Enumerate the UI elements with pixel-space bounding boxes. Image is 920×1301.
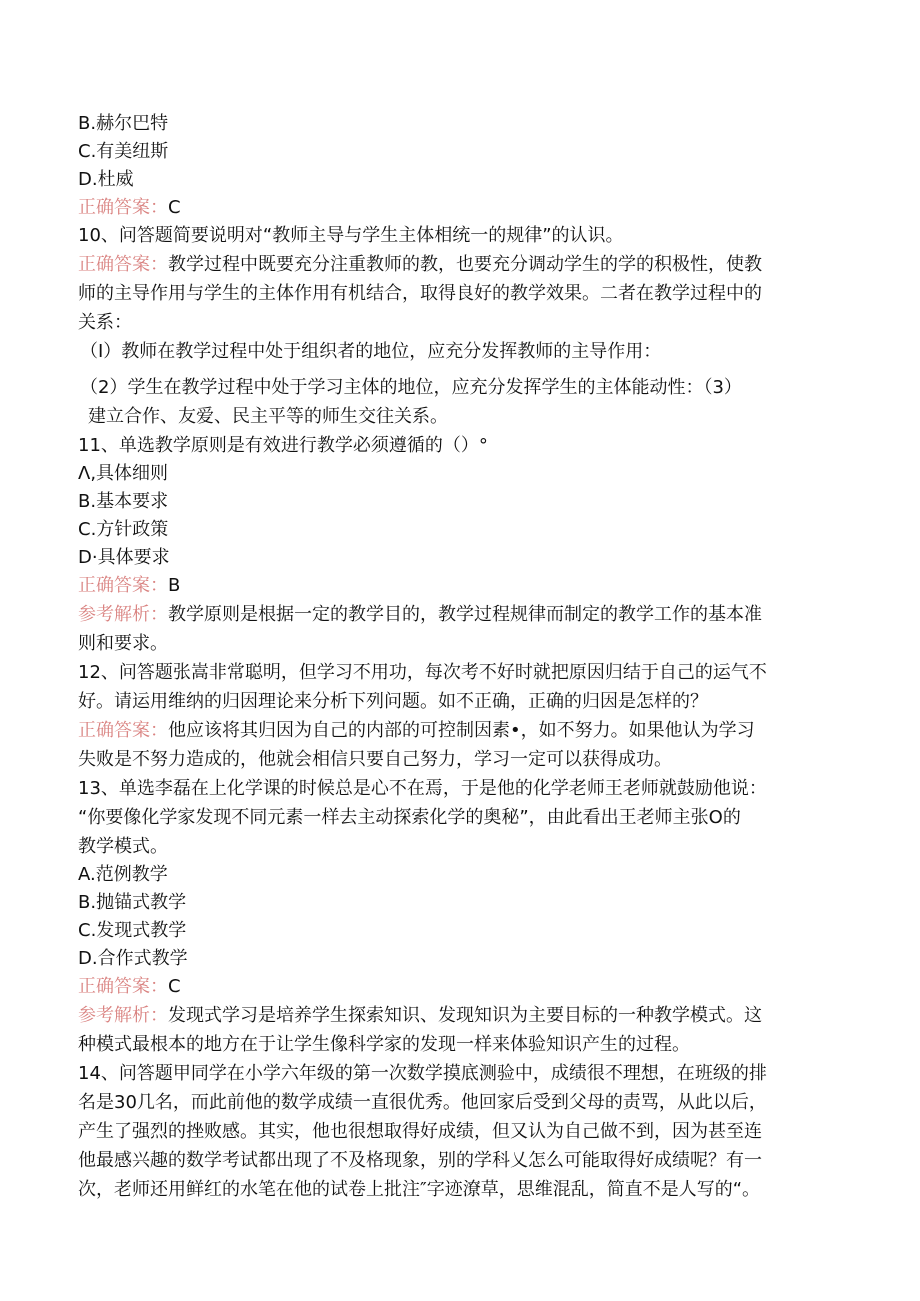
answer-label: 正确答案： bbox=[78, 575, 168, 596]
q10-question: 10、问答题简要说明对“教师主导与学生主体相统一的规律”的认识。 bbox=[78, 225, 624, 246]
analysis-label: 参考解析： bbox=[78, 604, 168, 625]
q13-answer bbox=[78, 973, 181, 1001]
q13-analysis-line1: 参考解析：发现式学习是培养学生探索知识、发现知识为主要目标的一种教学模式。这 bbox=[78, 1005, 762, 1026]
q14-question-line1: 14、问答题甲同学在小学六年级的第一次数学摸底测验中，成绩很不理想，在班级的排 bbox=[78, 1063, 767, 1084]
q14-question-line2: 名是30几名，而此前他的数学成绩一直很优秀。他回家后受到父母的责骂，从此以后， bbox=[78, 1092, 767, 1113]
q13-option-c: C.发现式教学 bbox=[78, 920, 187, 941]
q11-answer bbox=[78, 572, 180, 600]
q13-question-line3: 教学模式。 bbox=[78, 836, 168, 857]
q11-question: 11、单选教学原则是有效进行教学必须遵循的（）° bbox=[78, 435, 488, 456]
q13-option-b: B.抛锚式教学 bbox=[78, 892, 187, 913]
q12-answer-line2: 失败是不努力造成的，他就会相信只要自己努力，学习一定可以获得成功。 bbox=[78, 749, 672, 770]
q9-option-d: D.杜威 bbox=[78, 169, 134, 190]
q11-analysis-line2: 则和要求。 bbox=[78, 633, 168, 654]
q11-option-d: D·具体要求 bbox=[78, 547, 170, 568]
q14-question-line3: 产生了强烈的挫败感。其实，他也很想取得好成绩，但又认为自己做不到，因为甚至连 bbox=[78, 1121, 762, 1142]
q9-option-c: C.有美纽斯 bbox=[78, 141, 169, 162]
q13-question-line1: 13、单选李磊在上化学课的时候总是心不在焉，于是他的化学老师王老师就鼓励他说： bbox=[78, 778, 767, 799]
answer-value: C bbox=[168, 976, 181, 997]
answer-label: 正确答案： bbox=[78, 976, 168, 997]
q13-question-line2: “你要像化学家发现不同元素一样去主动探索化学的奥秘”，由此看出王老师主张O的 bbox=[78, 807, 741, 828]
q10-answer-line2: 师的主导作用与学生的主体作用有机结合，取得良好的教学效果。二者在教学过程中的 bbox=[78, 283, 762, 304]
analysis-label: 参考解析： bbox=[78, 1005, 168, 1026]
answer-label: 正确答案： bbox=[78, 720, 168, 741]
q11-option-a: Λ,具体细则 bbox=[78, 463, 169, 484]
q12-question-line2: 好。请运用维纳的归因理论来分析下列问题。如不正确，正确的归因是怎样的？ bbox=[78, 691, 708, 712]
q10-answer-line5: （2）学生在教学过程中处于学习主体的地位，应充分发挥学生的主体能动性：（3） bbox=[80, 377, 742, 398]
answer-label: 正确答案： bbox=[78, 197, 168, 218]
answer-label: 正确答案： bbox=[78, 254, 168, 275]
answer-value: C bbox=[168, 197, 181, 218]
q9-answer bbox=[78, 194, 181, 222]
q10-answer-line1: 正确答案：教学过程中既要充分注重教师的教，也要充分调动学生的学的积极性，使教 bbox=[78, 254, 762, 275]
q10-answer-line4: （I）教师在教学过程中处于组织者的地位，应充分发挥教师的主导作用： bbox=[80, 341, 662, 362]
q13-analysis-line2: 种模式最根本的地方在于让学生像科学家的发现一样来体验知识产生的过程。 bbox=[78, 1034, 690, 1055]
q11-analysis-line1: 参考解析：教学原则是根据一定的教学目的，教学过程规律而制定的教学工作的基本准 bbox=[78, 604, 762, 625]
q13-option-d: D.合作式教学 bbox=[78, 948, 188, 969]
q13-option-a: A.范例教学 bbox=[78, 864, 168, 885]
q12-answer-line1: 正确答案：他应该将其归因为自己的内部的可控制因素•，如不努力。如果他认为学习 bbox=[78, 720, 755, 741]
q10-answer-line3: 关系： bbox=[78, 312, 132, 333]
q10-answer-line6: 建立合作、友爱、民主平等的师生交往关系。 bbox=[88, 406, 448, 427]
q14-question-line5: 次，老师还用鲜红的水笔在他的试卷上批注″字迹潦草，思维混乱，简直不是人写的“。 bbox=[78, 1179, 761, 1200]
q11-option-b: B.基本要求 bbox=[78, 491, 169, 512]
q11-option-c: C.方针政策 bbox=[78, 519, 169, 540]
q14-question-line4: 他最感兴趣的数学考试都出现了不及格现象，别的学科乂怎么可能取得好成绩呢？有一 bbox=[78, 1150, 762, 1171]
q12-question-line1: 12、问答题张嵩非常聪明，但学习不用功，每次考不好时就把原因归结于自己的运气不 bbox=[78, 662, 767, 683]
answer-value: B bbox=[168, 575, 181, 596]
q9-option-b: B.赫尔巴特 bbox=[78, 113, 169, 134]
